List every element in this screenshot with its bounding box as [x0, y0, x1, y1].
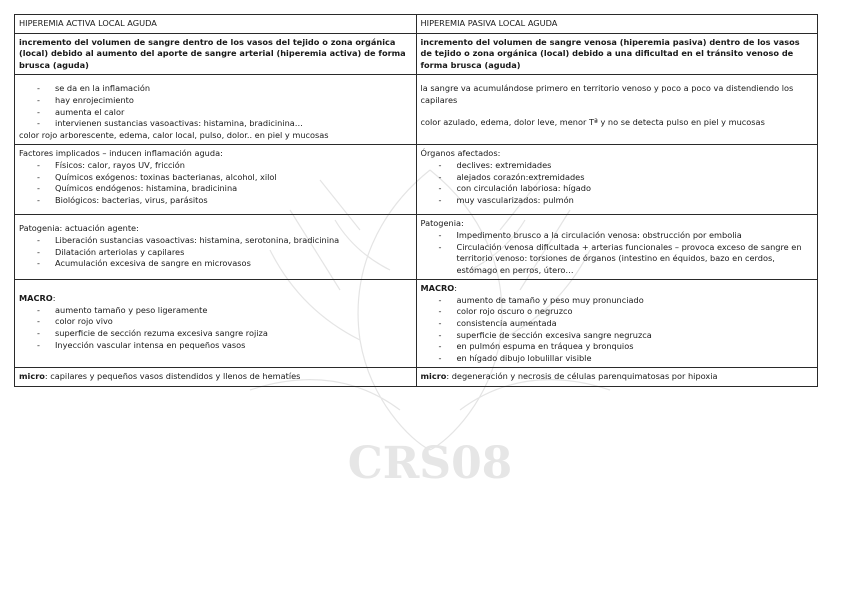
left-features-note: color rojo arborescente, edema, calor local, pulso, dolor.. en piel y mucosas	[19, 129, 329, 140]
list-item: - aumenta el calor	[37, 107, 412, 119]
left-factors-cell	[15, 145, 417, 215]
list-item: - declives: extremidades	[439, 160, 814, 172]
watermark-text: CRS08	[347, 438, 513, 489]
left-patho-list	[19, 235, 412, 270]
left-patho-cell	[15, 215, 417, 280]
right-organs-list	[421, 160, 814, 206]
left-factors-list	[19, 160, 412, 206]
left-macro-list	[19, 305, 412, 351]
list-item: - superficie de sección excesiva sangre negruzca	[439, 330, 814, 342]
list-item: - color rojo oscuro o negruzco	[439, 306, 814, 318]
table-row	[15, 33, 818, 75]
right-organs-title: Órganos afectados:	[420, 148, 501, 159]
right-organs-cell	[416, 145, 818, 215]
table-row	[15, 75, 818, 145]
list-item: - Biológicos: bacterias, virus, parásitos	[37, 195, 412, 207]
list-item: - se da en la inflamación	[37, 83, 412, 95]
table-row	[15, 280, 818, 368]
right-macro-cell	[416, 280, 818, 368]
left-patho-title: Patogenia: actuación agente:	[19, 223, 139, 234]
left-title: HIPEREMIA ACTIVA LOCAL AGUDA	[15, 15, 417, 34]
list-item: - hay enrojecimiento	[37, 95, 412, 107]
list-item: - en pulmón espuma en tráquea y bronquios	[439, 341, 814, 353]
right-patho-list	[421, 230, 814, 276]
list-item: - Impedimento brusco a la circulación venosa: obstrucción por embolia	[439, 230, 814, 242]
list-item: - Liberación sustancias vasoactivas: histamina, serotonina, bradicinina	[37, 235, 412, 247]
table-row	[15, 215, 818, 280]
list-item: - aumento de tamaño y peso muy pronunciado	[439, 295, 814, 307]
right-patho-cell	[416, 215, 818, 280]
right-macro-heading	[421, 283, 814, 295]
list-item: - Dilatación arteriolas y capilares	[37, 247, 412, 259]
list-item: - alejados corazón:extremidades	[439, 172, 814, 184]
left-features-cell	[15, 75, 417, 145]
table-row	[15, 15, 818, 34]
left-factors-title: Factores implicados – inducen inflamación aguda:	[19, 148, 223, 159]
list-item: - Químicos endógenos: histamina, bradicinina	[37, 183, 412, 195]
right-title: HIPEREMIA PASIVA LOCAL AGUDA	[416, 15, 818, 34]
left-macro-heading	[19, 293, 412, 305]
list-item: - en hígado dibujo lobulillar visible	[439, 353, 814, 365]
right-patho-title: Patogenia:	[420, 218, 464, 229]
list-item: - Inyección vascular intensa en pequeños vasos	[37, 340, 412, 352]
list-item: - Físicos: calor, rayos UV, fricción	[37, 160, 412, 172]
left-macro-suffix: :	[52, 293, 56, 304]
list-item: - color rojo vivo	[37, 316, 412, 328]
right-macro-list	[421, 295, 814, 365]
table-row	[15, 145, 818, 215]
right-definition: incremento del volumen de sangre venosa (hiperemia pasiva) dentro de los vasos de tejido o zona orgánica (local) debido a una dificultad en el tránsito venoso de forma brusca (aguda)	[416, 33, 818, 75]
left-micro-label: micro	[19, 371, 45, 382]
comparison-table	[14, 14, 818, 387]
left-macro-label: MACRO	[19, 293, 53, 304]
list-item: - superficie de sección rezuma excesiva sangre rojiza	[37, 328, 412, 340]
right-desc2: color azulado, edema, dolor leve, menor Tª y no se detecta pulso en piel y mucosas	[420, 116, 765, 127]
right-micro-label: micro	[420, 371, 447, 382]
list-item: - intervienen sustancias vasoactivas: histamina, bradicinina…	[37, 118, 412, 130]
left-macro-cell	[15, 280, 417, 368]
list-item: - aumento tamaño y peso ligeramente	[37, 305, 412, 317]
table-row	[15, 368, 818, 387]
left-definition: incremento del volumen de sangre dentro de los vasos del tejido o zona orgánica (local) debido al aumento del aporte de sangre arterial (hiperemia activa) de forma brusca (aguda)	[15, 33, 417, 75]
right-description-cell	[416, 75, 818, 145]
list-item: - Químicos exógenos: toxinas bacterianas, alcohol, xilol	[37, 172, 412, 184]
right-macro-suffix: :	[454, 283, 458, 294]
list-item: - consistencia aumentada	[439, 318, 814, 330]
left-micro-text: : capilares y pequeños vasos distendidos y llenos de hematíes	[44, 371, 301, 382]
list-item: - con circulación laboriosa: hígado	[439, 183, 814, 195]
list-item: - Circulación venosa dificultada + arterias funcionales – provoca exceso de sangre en territorio venoso: torsiones de órganos (intestino en équidos, bazo en cerdos, estómago en perros, útero…	[439, 242, 814, 277]
right-macro-label: MACRO	[420, 283, 455, 294]
left-micro-cell	[15, 368, 417, 387]
right-micro-cell	[416, 368, 818, 387]
list-item: - Acumulación excesiva de sangre en microvasos	[37, 258, 412, 270]
list-item: - muy vascularizados: pulmón	[439, 195, 814, 207]
left-features-list	[19, 83, 412, 129]
right-micro-text: : degeneración y necrosis de células parenquimatosas por hipoxia	[446, 371, 718, 382]
right-desc1: la sangre va acumulándose primero en territorio venoso y poco a poco va distendiendo los capilares	[420, 83, 794, 105]
